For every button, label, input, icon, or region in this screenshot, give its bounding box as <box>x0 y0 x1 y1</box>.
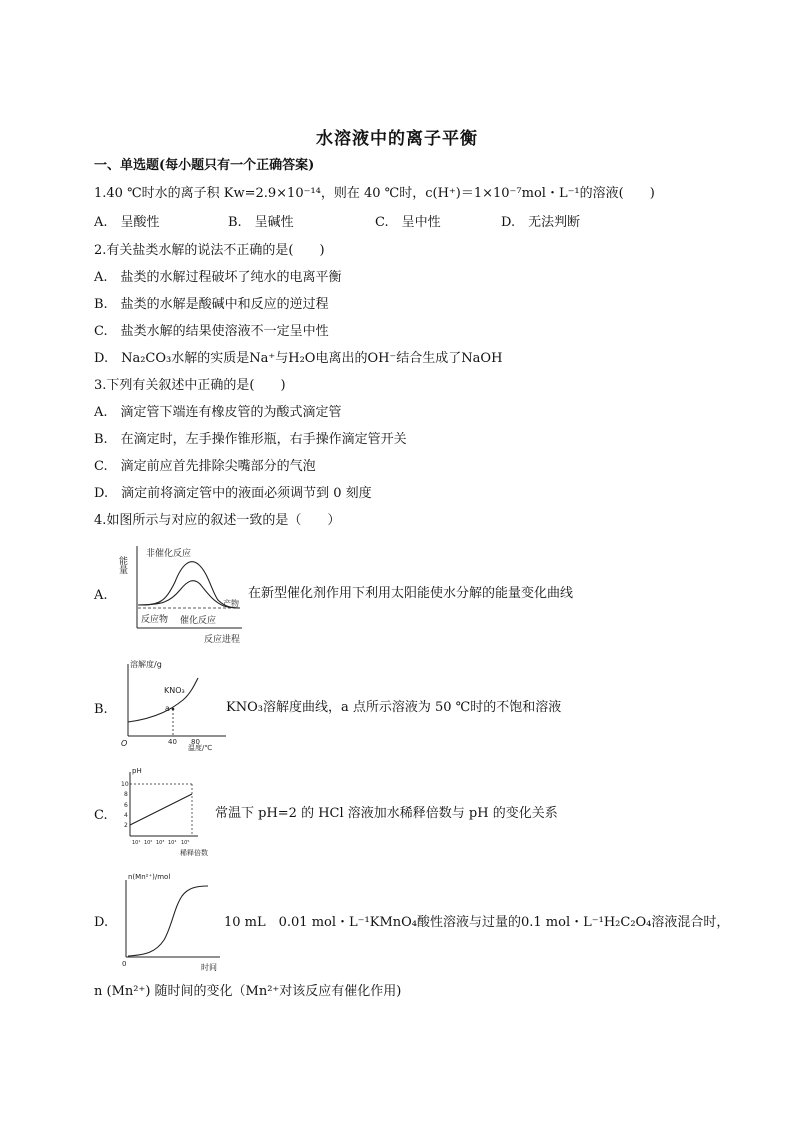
energy-profile-graph <box>117 542 255 646</box>
q1-option-d: D. 无法判断 <box>501 215 581 230</box>
q2-option-b: B. 盐类的水解是酸碱中和反应的逆过程 <box>94 297 329 312</box>
curve2-label: 催化反应 <box>180 616 217 626</box>
q3-option-d: D. 滴定前将滴定管中的液面必须调节到 0 刻度 <box>94 486 372 501</box>
tick-40: 40 <box>168 738 177 746</box>
q3-option-b: B. 在滴定时，左手操作锥形瓶，右手操作滴定管开关 <box>94 432 407 447</box>
solubility-xlabel: 温度/℃ <box>188 744 213 752</box>
q4-option-a-text: 在新型催化剂作用下利用太阳能使水分解的能量变化曲线 <box>248 586 574 601</box>
xtick-2: 10² <box>144 840 153 846</box>
q1-option-b: B. 呈碱性 <box>228 215 294 230</box>
q2-option-c: C. 盐类水解的结果使溶液不一定呈中性 <box>94 324 329 339</box>
q4-option-d-continuation: n (Mn²⁺) 随时间的变化（Mn²⁺对该反应有催化作用) <box>94 984 402 999</box>
q2-option-d: D. Na₂CO₃水解的实质是Na⁺与H₂O电离出的OH⁻结合生成了NaOH <box>94 351 503 366</box>
q1-option-a: A. 呈酸性 <box>94 215 160 230</box>
kno3-label: KNO₃ <box>164 686 185 695</box>
kno3-curve <box>128 678 198 722</box>
q4-option-d-text: 10 mL 0.01 mol・L⁻¹KMnO₄酸性溶液与过量的0.1 mol・L⁻¹H₂C₂O₄溶液混合时， <box>224 915 730 930</box>
ytick-6: 6 <box>124 802 128 809</box>
q3-option-a: A. 滴定管下端连有橡皮管的为酸式滴定管 <box>94 405 342 420</box>
q2-option-a: A. 盐类的水解过程破坏了纯水的电离平衡 <box>94 270 342 285</box>
solubility-ylabel: 溶解度/g <box>130 660 162 669</box>
q4-option-b-text: KNO₃溶解度曲线，a 点所示溶液为 50 ℃时的不饱和溶液 <box>226 700 562 715</box>
question-3-stem: 3.下列有关叙述中正确的是( ) <box>94 378 286 393</box>
tick-80: 80 <box>191 738 200 746</box>
ph-dilution-graph <box>116 764 216 860</box>
question-4-stem: 4.如图所示与对应的叙述一致的是（ ） <box>94 513 341 528</box>
q4-option-a-letter: A. <box>94 588 108 603</box>
product-label: 产物 <box>223 599 239 608</box>
xtick-1: 10¹ <box>132 840 141 846</box>
xtick-3: 10³ <box>156 840 165 846</box>
dilution-xlabel: 稀释倍数 <box>180 849 208 857</box>
q4-option-d-letter: D. <box>94 915 109 930</box>
energy-ylabel: 能量 <box>117 556 127 574</box>
xtick-5: 10⁵ <box>181 840 190 846</box>
curve1-label: 非催化反应 <box>146 549 192 559</box>
mn-ion-time-graph <box>116 870 226 974</box>
ytick-10: 10 <box>121 781 129 788</box>
xtick-4: 10⁴ <box>168 840 177 846</box>
ytick-8: 8 <box>124 791 128 798</box>
q4-option-c-letter: C. <box>94 808 108 823</box>
ph-line <box>130 794 192 825</box>
ytick-2: 2 <box>124 822 128 829</box>
ph-ylabel: pH <box>132 767 142 775</box>
page-title: 水溶液中的离子平衡 <box>316 129 478 149</box>
energy-xlabel: 反应进程 <box>204 635 241 645</box>
q1-option-c: C. 呈中性 <box>375 215 441 230</box>
mn-curve <box>128 886 208 956</box>
solubility-graph <box>118 656 228 750</box>
origin-label: O <box>121 739 128 748</box>
time-xlabel: 时间 <box>201 963 217 972</box>
q4-option-b-letter: B. <box>94 702 108 717</box>
point-a <box>172 708 175 711</box>
q3-option-c: C. 滴定前应首先排除尖嘴部分的气泡 <box>94 459 316 474</box>
q4-option-c-text: 常温下 pH=2 的 HCl 溶液加水稀释倍数与 pH 的变化关系 <box>215 806 558 821</box>
section-heading: 一、单选题(每小题只有一个正确答案) <box>94 158 315 173</box>
point-a-label: a <box>165 704 170 713</box>
question-2-stem: 2.有关盐类水解的说法不正确的是( ) <box>94 243 325 258</box>
reactant-label: 反应物 <box>141 615 169 625</box>
question-1-stem: 1.40 ℃时水的离子积 Kw=2.9×10⁻¹⁴，则在 40 ℃时，c(H⁺)＝1×10⁻⁷mol・L⁻¹的溶液( ) <box>94 186 655 201</box>
ytick-4: 4 <box>124 812 128 819</box>
mn-ylabel: n(Mn²⁺)/mol <box>128 873 171 881</box>
mn-origin: 0 <box>122 960 127 968</box>
